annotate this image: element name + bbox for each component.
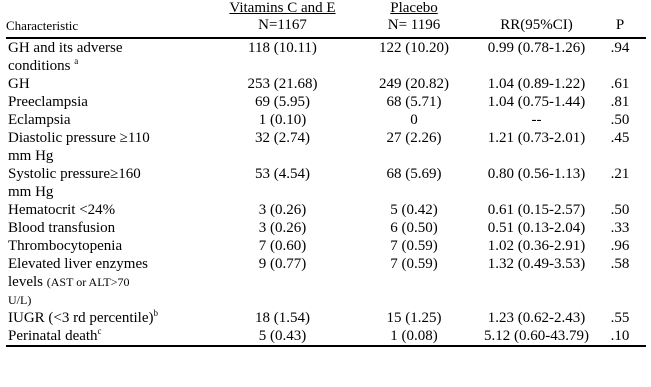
placebo-value: 15 (1.25) — [386, 310, 442, 326]
row-label: GH — [8, 76, 30, 92]
vitamins-value: 32 (2.74) — [255, 130, 310, 146]
row-label: Blood transfusion — [8, 220, 116, 236]
table-row — [6, 309, 646, 327]
header-placebo-n: N= 1196 — [387, 17, 441, 33]
row-label: IUGR (<3 rd percentile)$^b$ — [8, 308, 158, 326]
header-p: P — [594, 0, 646, 38]
p-value: .58 — [610, 256, 630, 272]
rr-value: 1.02 (0.36-2.91) — [487, 238, 586, 254]
row-label: Elevated liver enzymes levels (AST or ALT>70 U/L) — [8, 256, 148, 307]
rr-value: 1.04 (0.75-1.44) — [487, 94, 586, 110]
placebo-value: 0 — [410, 112, 418, 128]
rr-value: 1.21 (0.73-2.01) — [487, 130, 586, 146]
row-label: Thrombocytopenia — [8, 238, 123, 254]
row-label: Systolic pressure≥160 mm Hg — [8, 166, 141, 200]
row-label: Hematocrit <24% — [8, 202, 116, 218]
placebo-value: 68 (5.69) — [386, 166, 442, 182]
p-value: .50 — [610, 202, 630, 218]
p-value: .55 — [610, 310, 630, 326]
table-row — [6, 75, 646, 93]
p-value: .61 — [610, 76, 630, 92]
p-value: .10 — [594, 327, 646, 346]
placebo-value: 6 (0.50) — [390, 220, 438, 236]
row-label: Perinatal death$^c$ — [6, 327, 216, 346]
table-row — [6, 219, 646, 237]
vitamins-value: 53 (4.54) — [255, 166, 310, 182]
table-row — [6, 129, 646, 165]
vitamins-value: 3 (0.26) — [258, 202, 307, 218]
placebo-value: 5 (0.42) — [390, 202, 438, 218]
table-row — [6, 255, 646, 309]
table-row — [6, 237, 646, 255]
header-placebo-group — [349, 0, 479, 38]
table-row — [6, 111, 646, 129]
placebo-value: 122 (10.20) — [379, 40, 449, 56]
header-placebo-name: Placebo — [390, 0, 438, 16]
header-rr: RR(95%CI) — [479, 0, 594, 38]
rr-value: 0.51 (0.13-2.04) — [487, 220, 586, 236]
p-value: .94 — [610, 40, 630, 56]
rr-value: 0.80 (0.56-1.13) — [487, 166, 586, 182]
table-row — [6, 327, 646, 346]
row-label: Preeclampsia — [8, 94, 88, 110]
row-label: Diastolic pressure ≥110 mm Hg — [8, 130, 150, 164]
vitamins-value: 69 (5.95) — [255, 94, 310, 110]
rr-value: 0.99 (0.78-1.26) — [487, 40, 586, 56]
table-header-row — [6, 0, 646, 38]
row-label: Eclampsia — [8, 112, 71, 128]
p-value: .81 — [610, 94, 630, 110]
table-row — [6, 38, 646, 75]
p-value: .21 — [610, 166, 630, 182]
placebo-value: 7 (0.59) — [390, 256, 438, 272]
placebo-value: 68 (5.71) — [386, 94, 442, 110]
rr-value: -- — [531, 112, 542, 128]
vitamins-value: 9 (0.77) — [258, 256, 307, 272]
placebo-value: 7 (0.59) — [390, 238, 438, 254]
table-row — [6, 165, 646, 201]
p-value: .96 — [610, 238, 630, 254]
header-vitamins-name: Vitamins C and E — [229, 0, 336, 16]
table-row — [6, 93, 646, 111]
rr-value: 5.12 (0.60-43.79) — [479, 327, 594, 346]
rr-value: 1.32 (0.49-3.53) — [487, 256, 586, 272]
vitamins-value: 18 (1.54) — [255, 310, 310, 326]
header-characteristic: Characteristic — [6, 0, 216, 38]
p-value: .45 — [610, 130, 630, 146]
row-label: GH and its adverse conditions $^a$ — [8, 40, 123, 74]
vitamins-value: 5 (0.43) — [216, 327, 349, 346]
table-row — [6, 201, 646, 219]
rr-value: 1.23 (0.62-2.43) — [487, 310, 586, 326]
p-value: .33 — [610, 220, 630, 236]
vitamins-value: 1 (0.10) — [258, 112, 307, 128]
placebo-value: 27 (2.26) — [386, 130, 442, 146]
outcomes-table — [6, 0, 646, 347]
placebo-value: 1 (0.08) — [349, 327, 479, 346]
vitamins-value: 118 (10.11) — [248, 40, 317, 56]
header-vitamins-group — [216, 0, 349, 38]
rr-value: 1.04 (0.89-1.22) — [487, 76, 586, 92]
p-value: .50 — [610, 112, 630, 128]
placebo-value: 249 (20.82) — [379, 76, 449, 92]
vitamins-value: 7 (0.60) — [258, 238, 307, 254]
vitamins-value: 253 (21.68) — [247, 76, 318, 92]
header-vitamins-n: N=1167 — [258, 17, 307, 33]
rr-value: 0.61 (0.15-2.57) — [487, 202, 586, 218]
vitamins-value: 3 (0.26) — [258, 220, 307, 236]
